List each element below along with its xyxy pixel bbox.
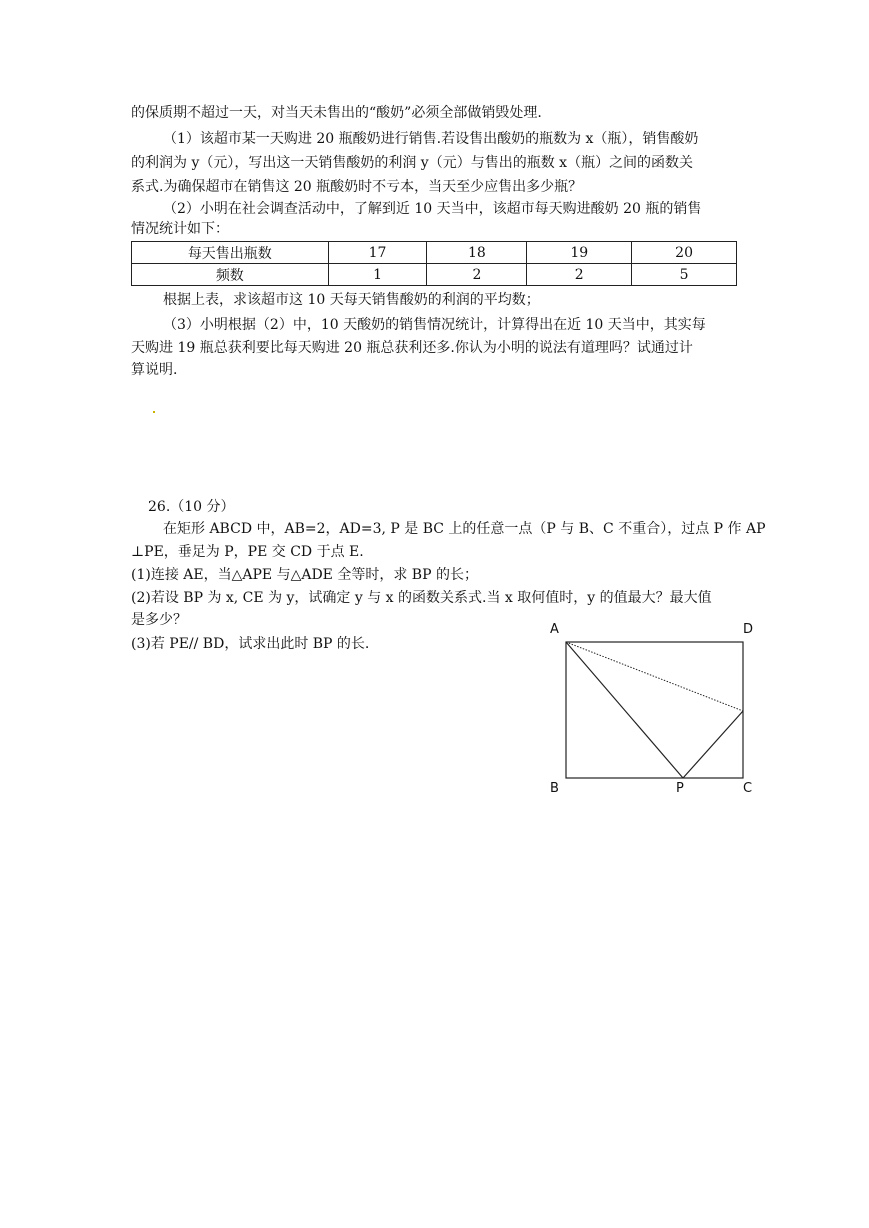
segment-ae-dotted — [566, 642, 743, 711]
label-c: C — [743, 781, 753, 796]
table-cell: 19 — [527, 242, 632, 264]
p25-q3-line3: 算说明. — [131, 362, 178, 378]
p26-intro-line1: 在矩形 ABCD 中，AB=2，AD=3, P 是 BC 上的任意一点（P 与 B、C 不重合），过点 P 作 AP — [163, 521, 766, 537]
p25-q2-line1: （2）小明在社会调查活动中，了解到近 10 天当中，该超市每天购进酸奶 20 瓶的销售 — [163, 201, 702, 217]
table-cell: 18 — [427, 242, 527, 264]
table-row-header: 每天售出瓶数 — [132, 242, 329, 264]
segment-pe — [683, 711, 743, 778]
table-cell: 5 — [632, 264, 737, 286]
p25-q3-line1: （3）小明根据（2）中，10 天酸奶的销售情况统计，计算得出在近 10 天当中，其实每 — [163, 317, 706, 333]
p25-q3-line2: 天购进 19 瓶总获利要比每天购进 20 瓶总获利还多.你认为小明的说法有道理吗？试通过计 — [131, 340, 693, 356]
p26-q3: (3)若 PE// BD，试求出此时 BP 的长. — [131, 636, 370, 652]
p25-line-intro: 的保质期不超过一天，对当天未售出的“酸奶”必须全部做销毁处理. — [131, 105, 542, 121]
table-cell: 1 — [328, 264, 427, 286]
label-p: P — [676, 781, 684, 796]
p26-q2-line2: 是多少？ — [131, 612, 187, 628]
p25-q1-line3: 系式.为确保超市在销售这 20 瓶酸奶时不亏本，当天至少应售出多少瓶？ — [131, 179, 583, 195]
table-row — [132, 264, 737, 286]
p26-q1: (1)连接 AE，当△APE 与△ADE 全等时，求 BP 的长； — [131, 567, 478, 583]
p26-title: 26.（10 分） — [148, 499, 235, 515]
table-cell: 2 — [527, 264, 632, 286]
p26-intro-line2: ⊥PE，垂足为 P，PE 交 CD 于点 E. — [131, 544, 364, 560]
rectangle-abcd — [566, 642, 743, 778]
label-a: A — [550, 622, 559, 637]
table-cell: 2 — [427, 264, 527, 286]
p25-q1-line2: 的利润为 y（元），写出这一天销售酸奶的利润 y（元）与售出的瓶数 x（瓶）之间的函数关 — [131, 155, 694, 171]
p25-q2-line2: 情况统计如下： — [131, 221, 229, 237]
p25-q1-line1: （1）该超市某一天购进 20 瓶酸奶进行销售.若设售出酸奶的瓶数为 x（瓶），销售酸奶 — [163, 131, 699, 147]
p26-q2-line1: (2)若设 BP 为 x, CE 为 y，试确定 y 与 x 的函数关系式.当 x 取何值时，y 的值最大？最大值 — [131, 590, 712, 606]
table-cell: 17 — [328, 242, 427, 264]
stray-mark — [153, 411, 155, 413]
label-d: D — [743, 622, 754, 637]
sales-frequency-table — [131, 241, 737, 286]
p25-after-table: 根据上表，求该超市这 10 天每天销售酸奶的利润的平均数； — [163, 292, 540, 308]
geometry-diagram — [540, 618, 770, 808]
table-row — [132, 242, 737, 264]
table-cell: 20 — [632, 242, 737, 264]
rectangle-figure — [540, 618, 770, 812]
label-b: B — [550, 781, 559, 796]
table-row-header: 频数 — [132, 264, 329, 286]
segment-ap — [566, 642, 683, 778]
